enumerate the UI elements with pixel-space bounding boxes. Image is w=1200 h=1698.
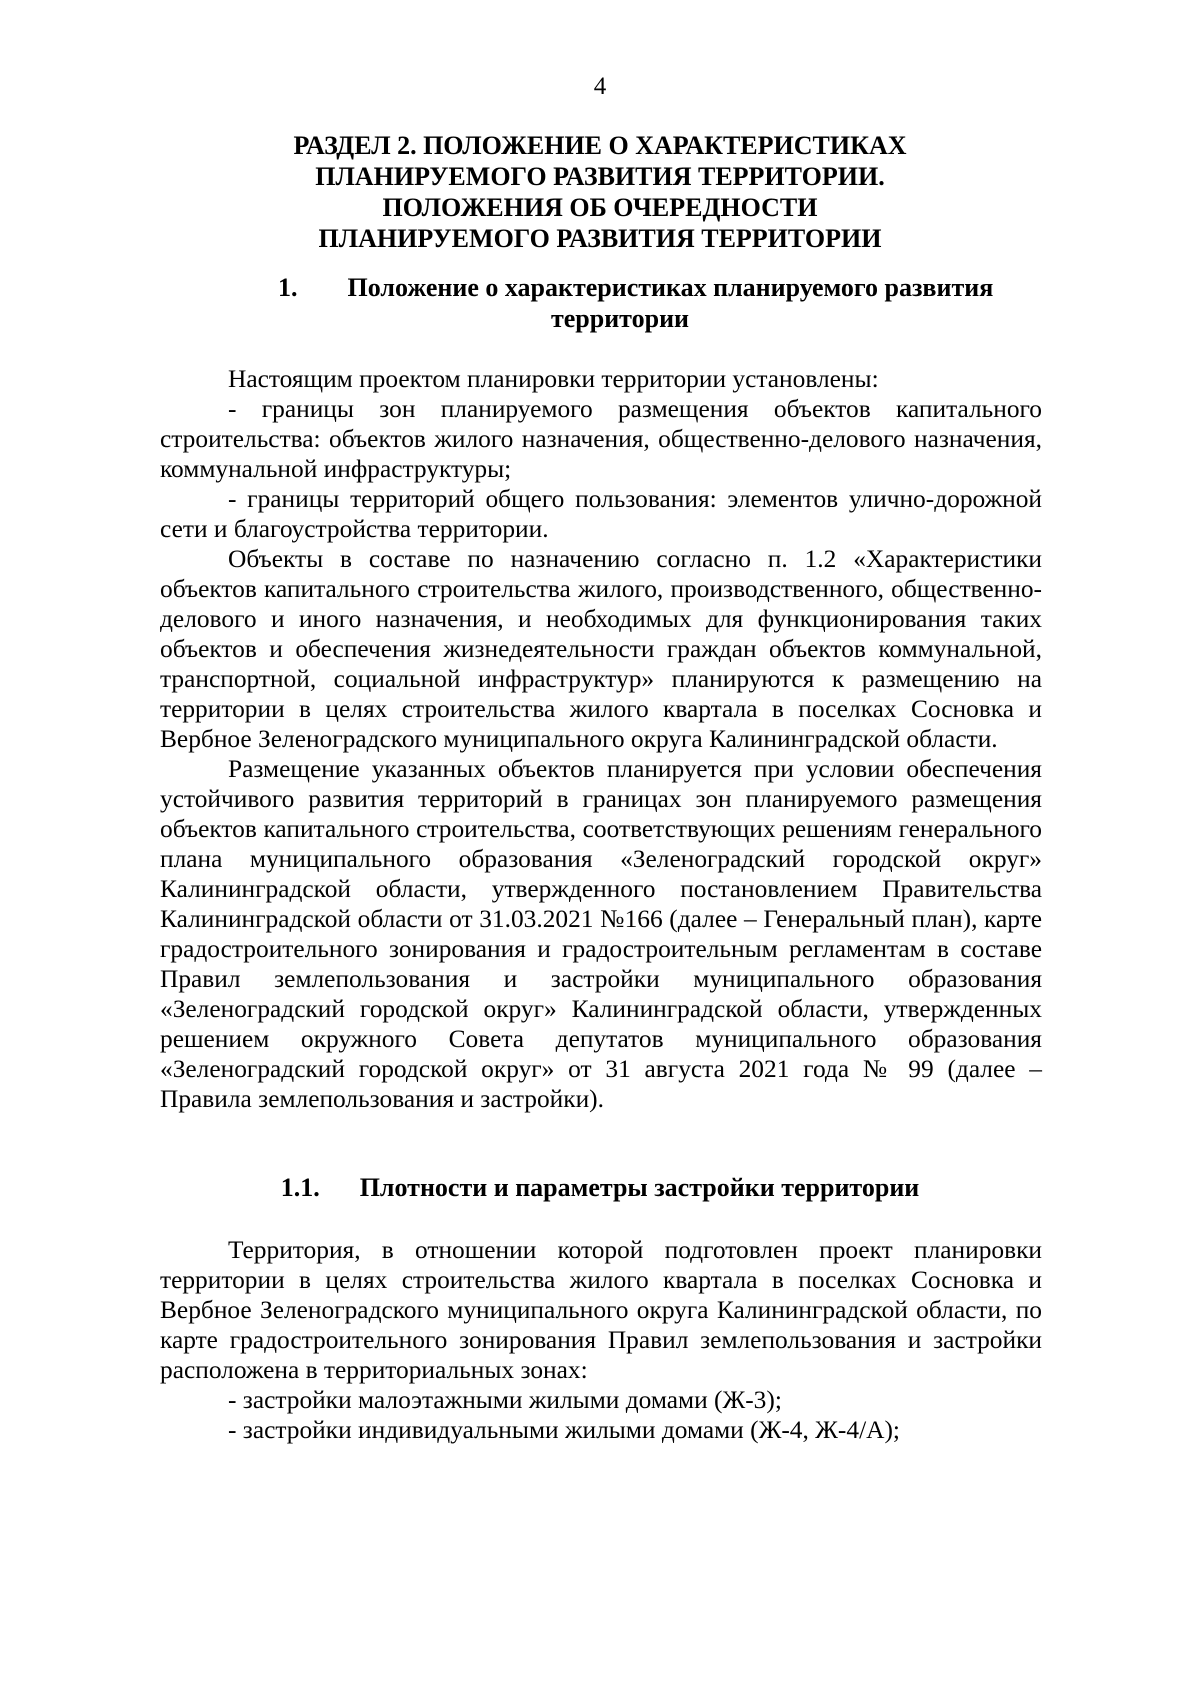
section-title [160,130,1040,254]
paragraph: Объекты в составе по назначению согласно п. 1.2 «Характеристики объектов капитального строительства жилого, производственного, общественно-делового и иного назначения, и необходимых для функционирования таких объектов и обеспечения жизнедеятельности граждан объектов коммунальной, транспортной, социальной инфраструктур» планируются к размещению на территории в целях строительства жилого квартала в поселках Сосновка и Вербное Зеленоградского муниципального округа Калининградской области. [160,545,1042,753]
subsection-1-title: Положение о характеристиках планируемого развития [347,273,994,302]
paragraph: Размещение указанных объектов планируется при условии обеспечения устойчивого развития территорий в границах зон планируемого размещения объектов капитального строительства, соответствующих решениям генерального плана муниципального образования «Зеленоградский городской округ» Калининградской области, утвержденного постановлением Правительства Калининградской области от 31.03.2021 №166 (далее – Генеральный план), карте градостроительного зонирования и градостроительным регламентам в составе Правил землепользования и застройки муниципального образования «Зеленоградский городской округ» Калининградской области, утвержденных решением окружного Совета депутатов муниципального образования «Зеленоградский городской округ» от 31 августа 2021 года № 99 (далее – Правила землепользования и застройки). [160,755,1042,1113]
list-item: - границы зон планируемого размещения объектов капитального строительства: объектов жилого назначения, общественно-делового назначения, коммунальной инфраструктуры; [160,395,1042,483]
section-title-line: ПЛАНИРУЕМОГО РАЗВИТИЯ ТЕРРИТОРИИ. [315,162,885,191]
subsection-1-number: 1. [278,273,298,302]
section-title-line: ПЛАНИРУЕМОГО РАЗВИТИЯ ТЕРРИТОРИИ [318,224,882,253]
subsection-1-body [160,364,1042,1114]
subsection-1-1-heading [160,1172,1040,1203]
list-item: - застройки индивидуальными жилыми домами (Ж-4, Ж-4/А); [228,1416,900,1444]
paragraph: Территория, в отношении которой подготовлен проект планировки территории в целях строительства жилого квартала в поселках Сосновка и Вербное Зеленоградского муниципального округа Калининградской области, по карте градостроительного зонирования Правил землепользования и застройки расположена в территориальных зонах: [160,1236,1042,1384]
section-title-line: ПОЛОЖЕНИЯ ОБ ОЧЕРЕДНОСТИ [382,193,818,222]
page-number: 4 [593,73,607,100]
section-title-line: РАЗДЕЛ 2. ПОЛОЖЕНИЕ О ХАРАКТЕРИСТИКАХ [293,131,907,160]
list-item: - застройки малоэтажными жилыми домами (Ж-3); [228,1386,782,1414]
subsection-1-title-continued: территории [550,304,690,333]
subsection-1-1-body [160,1235,1042,1445]
subsection-1-1-title: Плотности и параметры застройки территории [359,1173,920,1202]
subsection-1-1-number: 1.1. [280,1173,320,1202]
subsection-1-heading [160,272,1040,334]
paragraph: Настоящим проектом планировки территории установлены: [228,365,879,393]
list-item: - границы территорий общего пользования: элементов улично-дорожной сети и благоустройства территории. [160,485,1042,543]
